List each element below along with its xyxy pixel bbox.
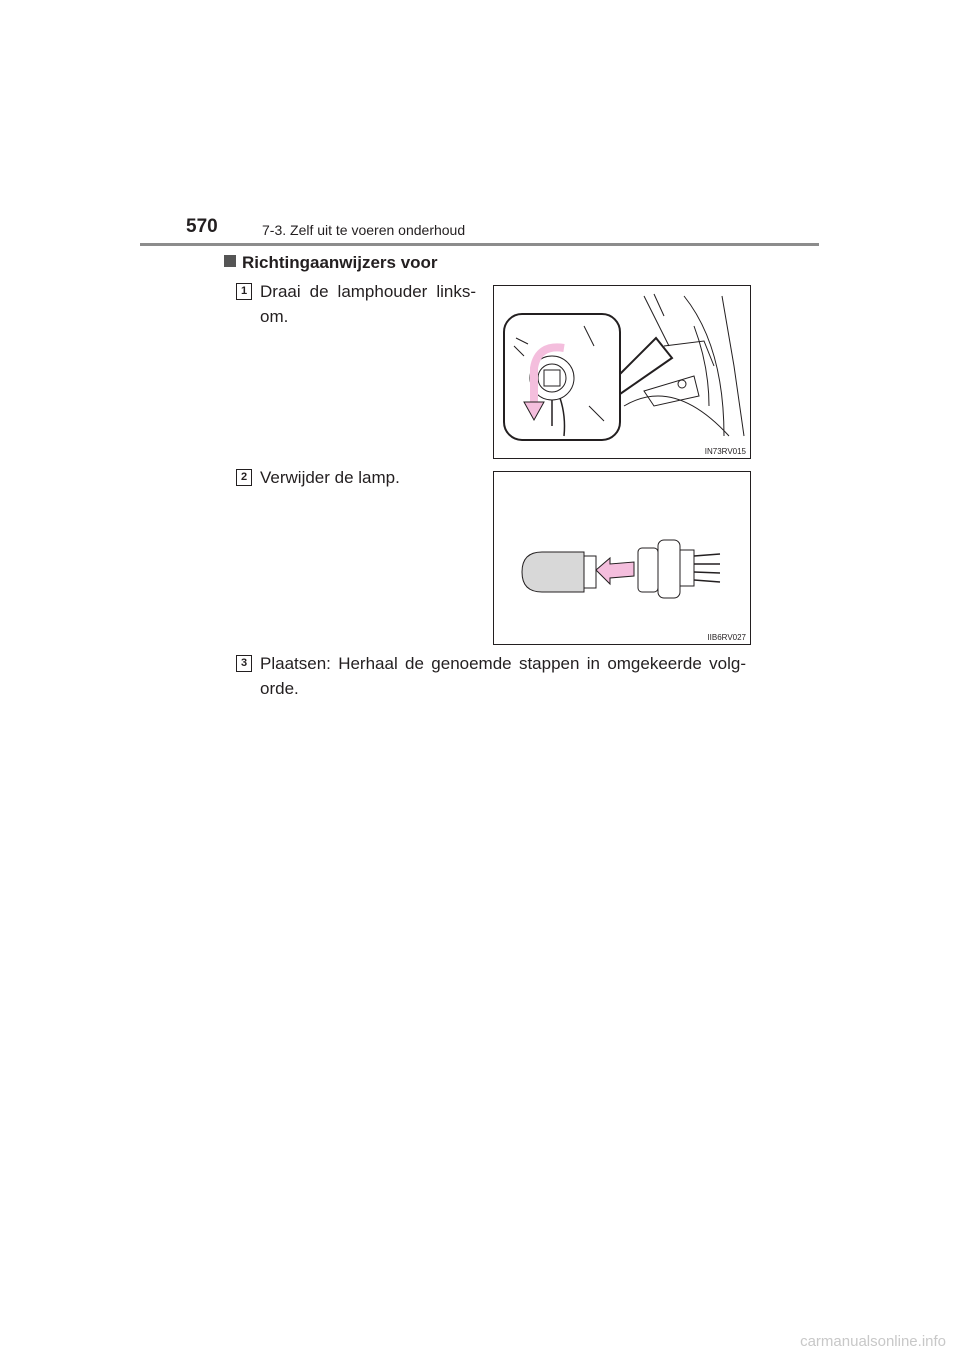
figure-code-2: IIB6RV027 [707,633,746,642]
step-number-3: 3 [236,655,252,672]
step-number-2: 2 [236,469,252,486]
step-text-3: Plaatsen: Herhaal de genoemde stappen in omgekeerde volg-orde. [260,654,746,698]
subheading-text: Richtingaanwijzers voor [242,253,438,272]
bulb-removal-illustration [494,472,750,644]
header-rule [140,243,819,246]
square-bullet-icon [224,255,236,267]
subheading [224,253,438,273]
watermark: carmanualsonline.info [800,1333,946,1350]
figure-code-1: IN73RV015 [704,447,746,456]
page-number: 570 [186,216,218,237]
step-number-1: 1 [236,283,252,300]
step-text-1: Draai de lamphouder links-om. [260,282,476,326]
figure-lamp-holder [493,285,751,459]
lamp-holder-rotate-illustration [494,286,750,458]
step-text-2: Verwijder de lamp. [260,468,400,487]
figure-bulb-removal [493,471,751,645]
section-header: 7-3. Zelf uit te voeren onderhoud [262,222,466,238]
